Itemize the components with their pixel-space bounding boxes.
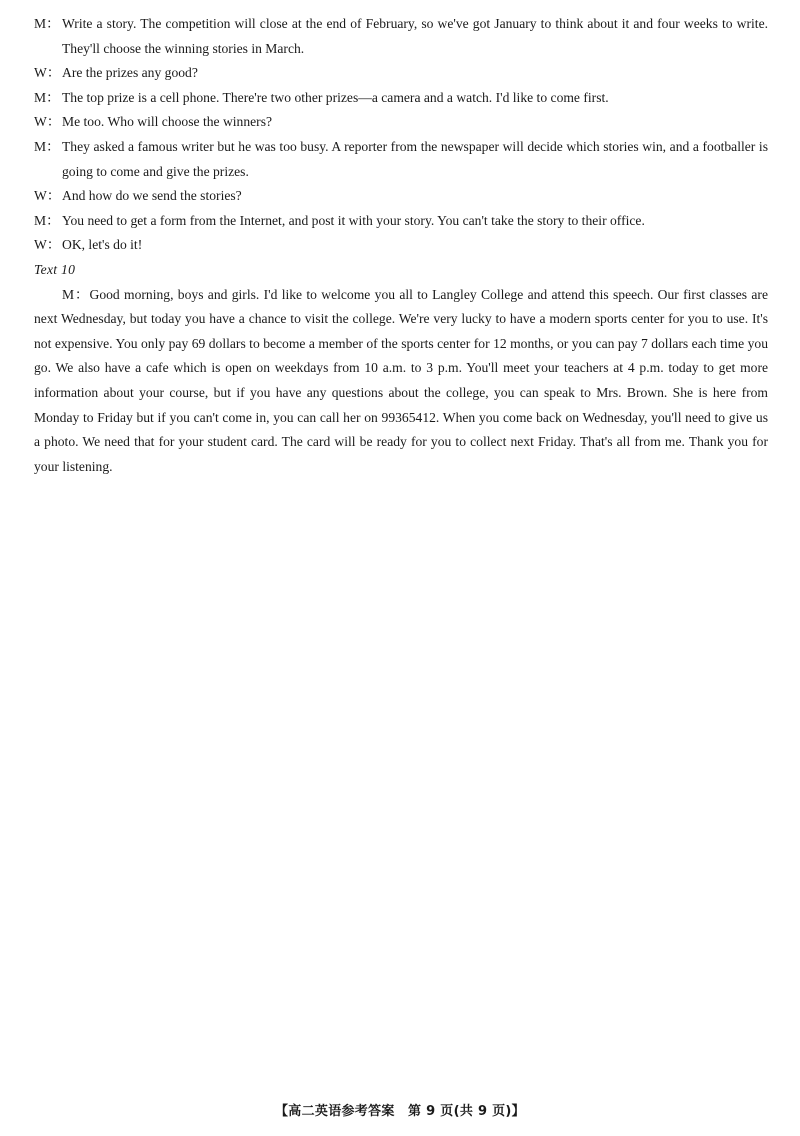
page-footer: 【高二英语参考答案 第 9 页(共 9 页)】	[275, 1104, 525, 1119]
dialogue-line-2	[34, 61, 768, 86]
dialogue-line-7	[34, 209, 768, 234]
speaker-label: M：	[34, 89, 60, 105]
speaker-label: W：	[34, 237, 61, 253]
speaker-label: W：	[34, 188, 61, 204]
dialogue-line-3	[34, 86, 768, 111]
dialogue-line-8	[34, 233, 768, 258]
speaker-label: M：	[34, 16, 60, 31]
dialogue-line-1	[34, 12, 768, 61]
speaker-label: M：	[34, 138, 60, 154]
speaker-label: W：	[34, 65, 61, 81]
dialogue-text: The top prize is a cell phone. There're two other prizes—a camera and a watch. I'd like to come first.	[62, 89, 609, 105]
speaker-label: W：	[34, 114, 61, 130]
dialogue-text: You need to get a form from the Internet, and post it with your story. You can't take the story to their office.	[62, 212, 645, 228]
document-body	[34, 12, 768, 479]
section-heading: Text 10	[34, 261, 76, 277]
monologue-paragraph: M：Good morning, boys and girls. I'd like to welcome you all to Langley College and attend this speech. Our first classes are next Wednesday, but today you have a chance to visit the college. We're very lucky to have a modern sports center for you to use. It's not expensive. You only pay 69 dollars to become a member of the sports center for 12 months, or you can pay 7 dollars each time you go. We also have a cafe which is open on weekdays from 10 a.m. to 3 p.m. You'll meet your teachers at 4 p.m. today to get more information about your course, but if you have any questions about the college, you can speak to Mrs. Brown. She is here from Monday to Friday but if you can't come in, you can call her on 99365412. When you come back on Wednesday, you'll need to give us a photo. We need that for your student card. The card will be ready for you to collect next Friday. That's all from me. Thank you for your listening.	[34, 286, 768, 474]
dialogue-text: And how do we send the stories?	[62, 188, 242, 204]
dialogue-line-5	[34, 135, 768, 184]
dialogue-text: Write a story. The competition will close at the end of February, so we've got January to think about it and four weeks to write. They'll choose the winning stories in March.	[62, 16, 768, 56]
dialogue-text: OK, let's do it!	[62, 237, 143, 253]
speaker-label: M：	[34, 212, 60, 228]
dialogue-text: Are the prizes any good?	[62, 65, 198, 81]
dialogue-text: Me too. Who will choose the winners?	[62, 114, 273, 130]
dialogue-line-6	[34, 184, 768, 209]
dialogue-line-4	[34, 110, 768, 135]
dialogue-text: They asked a famous writer but he was too busy. A reporter from the newspaper will decide which stories win, and a footballer is going to come and give the prizes.	[62, 138, 768, 179]
